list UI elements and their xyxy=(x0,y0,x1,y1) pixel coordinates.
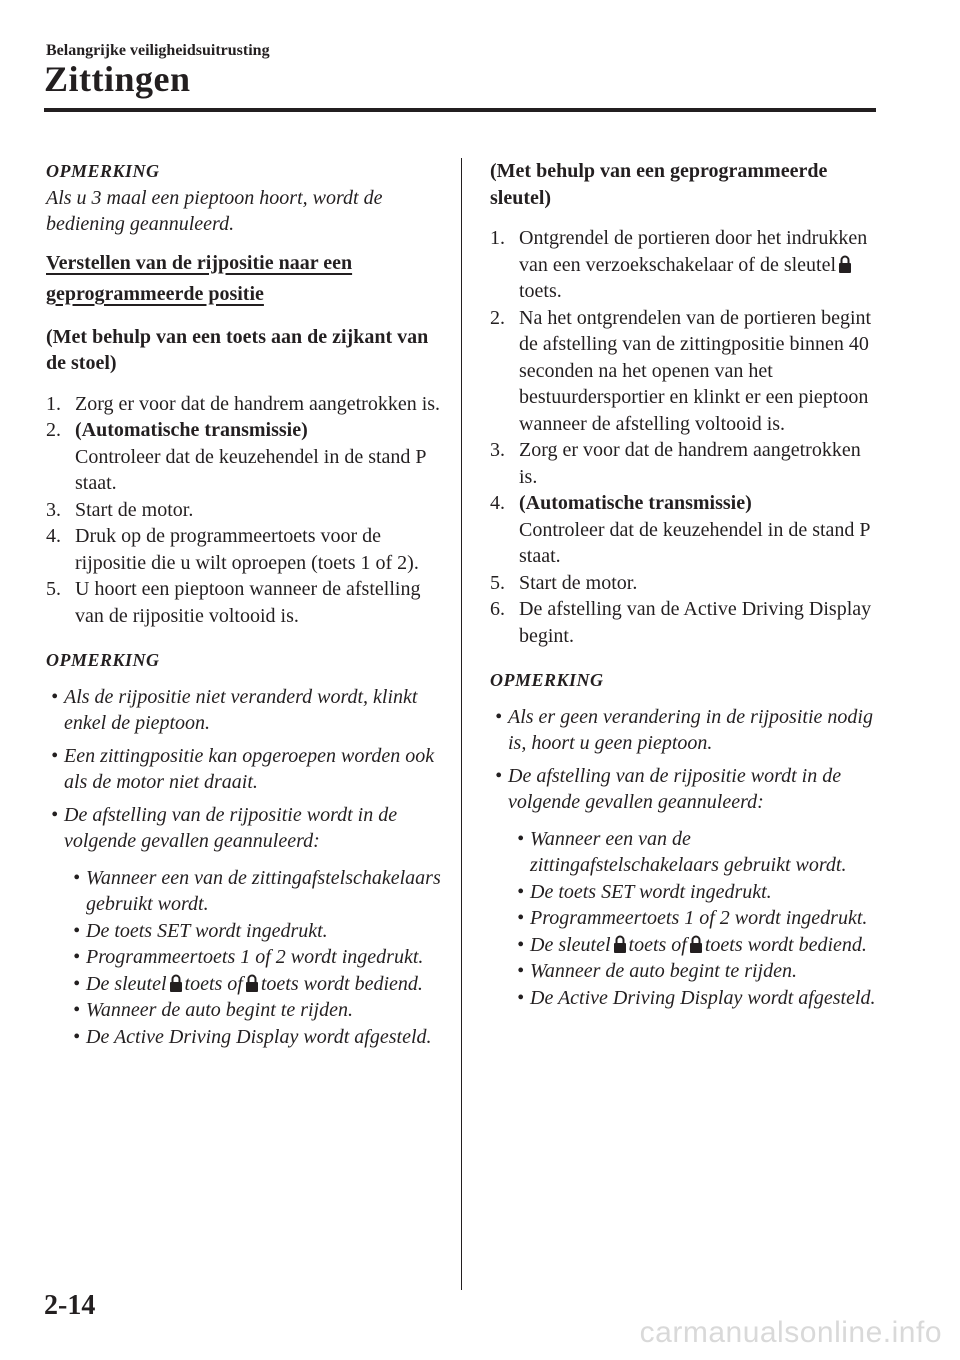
method-heading: (Met behulp van een geprogrammeerde sleutel) xyxy=(490,160,828,209)
bullet-dot: • xyxy=(495,764,503,787)
step-number: 6. xyxy=(490,598,505,620)
step-text: Na het ontgrendelen van de portieren begint de afstelling van de zittingpositie binnen 40 seconden na het openen van het bestuurdersportier en klinkt er een pieptoon wanneer de afstelling voltooid is. xyxy=(519,306,872,435)
step-number: 3. xyxy=(490,439,505,461)
bullet-text-part: toets of xyxy=(628,933,687,956)
step-number: 2. xyxy=(490,306,505,329)
bullet-dot: • xyxy=(73,919,81,942)
sub-bullet-item xyxy=(68,918,446,945)
step-number: 5. xyxy=(490,571,505,594)
step-text xyxy=(519,225,878,305)
sub-bullet-item xyxy=(68,997,446,1024)
sub-bullets xyxy=(490,826,878,1012)
column-divider xyxy=(461,158,462,1290)
lock-icon xyxy=(689,935,703,953)
bullet-text: De toets SET wordt ingedrukt. xyxy=(86,919,328,942)
step-text xyxy=(519,490,878,570)
step-number: 1. xyxy=(490,227,505,249)
bullet-dot: • xyxy=(517,933,525,956)
sub-bullet-item xyxy=(68,865,446,918)
sub-bullet-item xyxy=(512,985,878,1012)
step-number: 4. xyxy=(490,492,505,514)
bullet-text: Als er geen verandering in de rijpositie nodig is, hoort u geen pieptoon. xyxy=(508,705,873,754)
step-text: De afstelling van de Active Driving Display begint. xyxy=(519,598,872,647)
step-item xyxy=(46,576,446,629)
chapter-title: Zittingen xyxy=(44,59,191,99)
bullet-text-part: toets wordt bediend. xyxy=(704,933,867,956)
sub-bullet-item xyxy=(512,958,878,985)
bullet-text: Wanneer de auto begint te rijden. xyxy=(86,999,353,1021)
bullet-item xyxy=(46,802,446,855)
section-heading-line1: Verstellen van de rijpositie naar een xyxy=(46,251,353,274)
step-item xyxy=(46,391,446,418)
step-text: Start de motor. xyxy=(519,571,638,594)
step-number: 3. xyxy=(46,498,61,521)
step-text: U hoort een pieptoon wanneer de afstelling van de rijpositie voltooid is. xyxy=(75,578,421,627)
bullet-text-part: toets of xyxy=(184,972,243,995)
lock-icon xyxy=(245,974,259,992)
bullet-dot: • xyxy=(51,803,59,826)
sub-bullet-item xyxy=(68,1024,446,1051)
bullet-text: Programmeertoets 1 of 2 wordt ingedrukt. xyxy=(530,907,868,929)
bullet-text-part: De sleutel xyxy=(86,972,167,995)
bullet-text-part: De sleutel xyxy=(530,933,611,956)
steps-list xyxy=(490,225,878,649)
note-text: Als u 3 maal een pieptoon hoort, wordt de bediening geannuleerd. xyxy=(46,186,383,235)
bullet-text: Wanneer de auto begint te rijden. xyxy=(530,960,797,982)
lock-icon xyxy=(838,255,852,273)
bullet-text: De Active Driving Display wordt afgesteld. xyxy=(86,1025,432,1048)
bullet-text xyxy=(86,971,446,998)
bullet-text-part: toets wordt bediend. xyxy=(260,972,423,995)
step-number: 5. xyxy=(46,578,61,600)
bullet-text xyxy=(530,932,878,959)
step-text: Druk op de programmeertoets voor de rijpositie die u wilt oproepen (toets 1 of 2). xyxy=(75,525,419,574)
note-heading: OPMERKING xyxy=(490,670,604,690)
sub-bullet-item xyxy=(512,932,878,959)
step-text-part: toets. xyxy=(519,280,562,302)
bullet-dot: • xyxy=(517,960,525,982)
step-text xyxy=(75,417,446,497)
bullet-text: Als de rijpositie niet veranderd wordt, klinkt enkel de pieptoon. xyxy=(64,685,418,734)
bullet-dot: • xyxy=(495,705,503,728)
section-heading xyxy=(46,248,446,310)
sub-bullet-item xyxy=(512,905,878,932)
bullet-dot: • xyxy=(517,827,525,850)
note-heading: OPMERKING xyxy=(46,650,160,670)
step-body-text: Controleer dat de keuzehendel in de stand P staat. xyxy=(75,445,426,494)
step-text-part: Ontgrendel de portieren door het indrukken van een verzoekschakelaar of de sleutel xyxy=(519,227,868,276)
step-item xyxy=(490,225,878,305)
step-body-text: Controleer dat de keuzehendel in de stand P staat. xyxy=(519,518,870,567)
lock-icon xyxy=(613,935,627,953)
bullet-text: De afstelling van de rijpositie wordt in de volgende gevallen geannuleerd: xyxy=(508,764,842,813)
watermark: carmanualsonline.info xyxy=(639,1316,942,1349)
lock-icon xyxy=(169,974,183,992)
note-heading: OPMERKING xyxy=(46,161,160,181)
section-heading-line2: geprogrammeerde positie xyxy=(46,282,264,305)
bullet-text: Wanneer een van de zittingafstelschakelaars gebruikt wordt. xyxy=(86,866,441,915)
step-number: 1. xyxy=(46,392,61,415)
section-label: Belangrijke veiligheidsuitrusting xyxy=(46,42,270,59)
step-item xyxy=(490,437,878,490)
step-text: Zorg er voor dat de handrem aangetrokken is. xyxy=(519,439,861,488)
step-item xyxy=(490,490,878,570)
bullet-dot: • xyxy=(73,999,81,1021)
step-text: Zorg er voor dat de handrem aangetrokken is. xyxy=(75,392,441,415)
right-column xyxy=(490,158,878,1011)
bullet-text: Een zittingpositie kan opgeroepen worden ook als de motor niet draait. xyxy=(64,744,435,793)
page-number: 2-14 xyxy=(44,1290,96,1321)
bullet-dot: • xyxy=(73,1025,81,1048)
step-item xyxy=(490,305,878,438)
bullet-text: De afstelling van de rijpositie wordt in de volgende gevallen geannuleerd: xyxy=(64,803,398,852)
sub-bullet-item xyxy=(68,971,446,998)
method-heading: (Met behulp van een toets aan de zijkant van de stoel) xyxy=(46,325,429,374)
sub-bullets xyxy=(46,865,446,1051)
bullet-text: De Active Driving Display wordt afgesteld. xyxy=(530,986,876,1009)
sub-bullet-item xyxy=(512,879,878,906)
bullet-item xyxy=(46,743,446,796)
bullet-item xyxy=(490,704,878,757)
step-number: 4. xyxy=(46,525,61,547)
bullet-item xyxy=(490,763,878,816)
bullet-text: De toets SET wordt ingedrukt. xyxy=(530,880,772,903)
steps-list xyxy=(46,391,446,630)
note-bullets xyxy=(490,704,878,1012)
bullet-dot: • xyxy=(51,744,59,767)
bullet-dot: • xyxy=(517,880,525,903)
bullet-dot: • xyxy=(51,685,59,708)
step-text: Start de motor. xyxy=(75,498,194,521)
header-rule xyxy=(44,108,876,112)
step-item xyxy=(46,417,446,497)
step-bold-text: (Automatische transmissie) xyxy=(75,419,308,441)
bullet-dot: • xyxy=(517,907,525,929)
step-item xyxy=(46,523,446,576)
note-bullets xyxy=(46,684,446,1051)
bullet-text: Programmeertoets 1 of 2 wordt ingedrukt. xyxy=(86,946,424,968)
step-number: 2. xyxy=(46,419,61,441)
step-item xyxy=(490,570,878,597)
step-item xyxy=(490,596,878,649)
bullet-dot: • xyxy=(73,972,81,995)
bullet-text: Wanneer een van de zittingafstelschakelaars gebruikt wordt. xyxy=(530,827,847,876)
sub-bullet-item xyxy=(68,944,446,971)
sub-bullet-item xyxy=(512,826,878,879)
step-bold-text: (Automatische transmissie) xyxy=(519,492,752,514)
left-column xyxy=(46,158,446,1050)
bullet-dot: • xyxy=(73,866,81,889)
bullet-dot: • xyxy=(517,986,525,1009)
step-item xyxy=(46,497,446,524)
bullet-dot: • xyxy=(73,946,81,968)
bullet-item xyxy=(46,684,446,737)
